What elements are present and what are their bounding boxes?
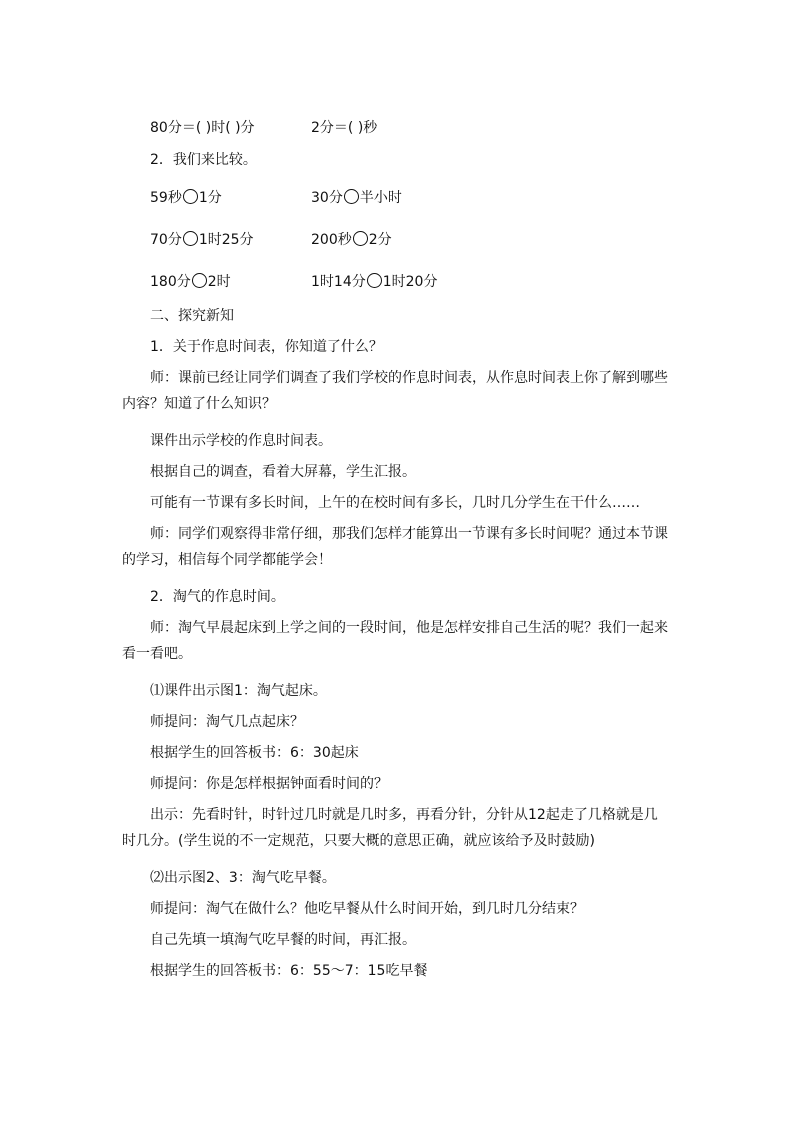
compare-row-2-left — [150, 230, 254, 250]
compare-value: 1时14分 — [311, 274, 366, 290]
paragraph: 1．关于作息时间表，你知道了什么？ — [150, 339, 383, 355]
compare-value: 半小时 — [359, 190, 402, 206]
conversion-right: 2分＝( )秒 — [311, 120, 378, 136]
compare-row-1-left — [150, 188, 222, 208]
compare-row-3-left — [150, 272, 231, 292]
paragraph: 师：淘气早晨起床到上学之间的一段时间，他是怎样安排自己生活的呢？我们一起来看一看吧。 — [122, 620, 668, 662]
compare-circle-icon — [183, 231, 198, 246]
paragraph: 课件出示学校的作息时间表。 — [150, 433, 332, 449]
compare-value: 2时 — [207, 274, 231, 290]
compare-row-2-right — [311, 230, 392, 250]
paragraph: 师提问：你是怎样根据钟面看时间的？ — [150, 776, 388, 792]
compare-circle-icon — [183, 189, 198, 204]
paragraph: 自己先填一填淘气吃早餐的时间，再汇报。 — [150, 932, 416, 948]
compare-value: 30分 — [311, 190, 343, 206]
compare-value: 2分 — [368, 232, 392, 248]
paragraph: 师提问：淘气几点起床？ — [150, 714, 304, 730]
compare-value: 180分 — [150, 274, 191, 290]
compare-value: 1时20分 — [382, 274, 438, 290]
paragraph: 根据学生的回答板书：6：55～7：15吃早餐 — [150, 963, 428, 979]
conversion-left: 80分＝( )时( )分 — [150, 120, 255, 136]
paragraph: 2．淘气的作息时间。 — [150, 589, 285, 605]
compare-circle-icon — [344, 189, 359, 204]
compare-value: 200秒 — [311, 232, 352, 248]
paragraph: ⑵出示图2、3：淘气吃早餐。 — [150, 870, 336, 886]
paragraph: 师提问：淘气在做什么？他吃早餐从什么时间开始，到几时几分结束？ — [150, 901, 584, 917]
compare-value: 59秒 — [150, 190, 182, 206]
paragraph: ⑴课件出示图1：淘气起床。 — [150, 683, 327, 699]
paragraph: 根据自己的调查，看着大屏幕，学生汇报。 — [150, 464, 416, 480]
paragraph: 根据学生的回答板书：6：30起床 — [150, 745, 359, 761]
compare-value: 70分 — [150, 232, 182, 248]
compare-value: 1时25分 — [198, 232, 254, 248]
compare-row-1-right — [311, 188, 402, 208]
paragraph: 师：课前已经让同学们调查了我们学校的作息时间表，从作息时间表上你了解到哪些内容？知道了什么知识？ — [122, 370, 668, 412]
paragraph: 出示：先看时针，时针过几时就是几时多，再看分针，分针从12起走了几格就是几时几分。(学生说的不一定规范，只要大概的意思正确，就应该给予及时鼓励) — [122, 807, 658, 849]
section-heading: 二、探究新知 — [150, 308, 234, 324]
compare-circle-icon — [353, 231, 368, 246]
compare-value: 1分 — [198, 190, 222, 206]
compare-circle-icon — [367, 273, 382, 288]
paragraph: 师：同学们观察得非常仔细，那我们怎样才能算出一节课有多长时间呢？通过本节课的学习，相信每个同学都能学会！ — [122, 526, 668, 568]
compare-heading: 2．我们来比较。 — [150, 152, 257, 168]
paragraph: 可能有一节课有多长时间，上午的在校时间有多长，几时几分学生在干什么…… — [150, 495, 640, 511]
compare-circle-icon — [192, 273, 207, 288]
compare-row-3-right — [311, 272, 437, 292]
